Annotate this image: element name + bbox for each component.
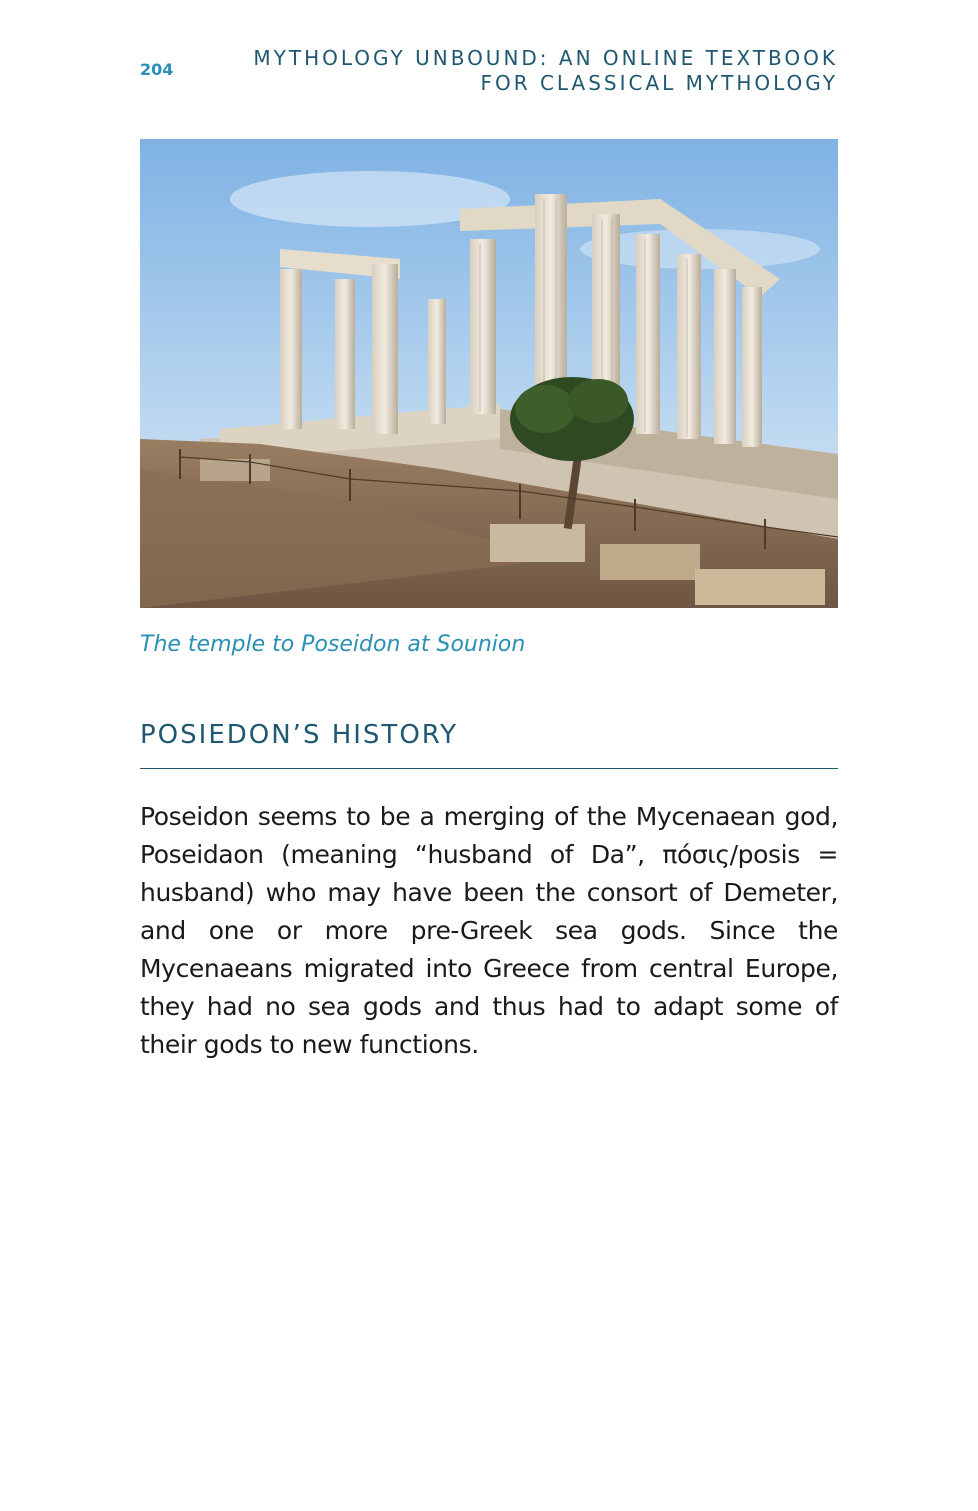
temple-photo (140, 139, 838, 608)
page-number: 204 (140, 60, 174, 79)
temple-illustration (140, 139, 838, 608)
section-divider (140, 768, 838, 769)
running-title: MYTHOLOGY UNBOUND: AN ONLINE TEXTBOOK FOR CLASSICAL MYTHOLOGY (253, 46, 838, 95)
body-paragraph: Poseidon seems to be a merging of the Mycenaean god, Poseidaon (meaning “husband of Da”, πόσις/posis = husband) who may have been the consort of Demeter, and one or more pre-Greek sea gods. Since the Mycenaeans migrated into Greece from central Europe, they had no sea gods and thus had to adapt some of their gods to new functions. (140, 802, 838, 1059)
figure-caption: The temple to Poseidon at Sounion (140, 632, 526, 657)
section-heading: POSIEDON’S HISTORY (140, 720, 459, 750)
